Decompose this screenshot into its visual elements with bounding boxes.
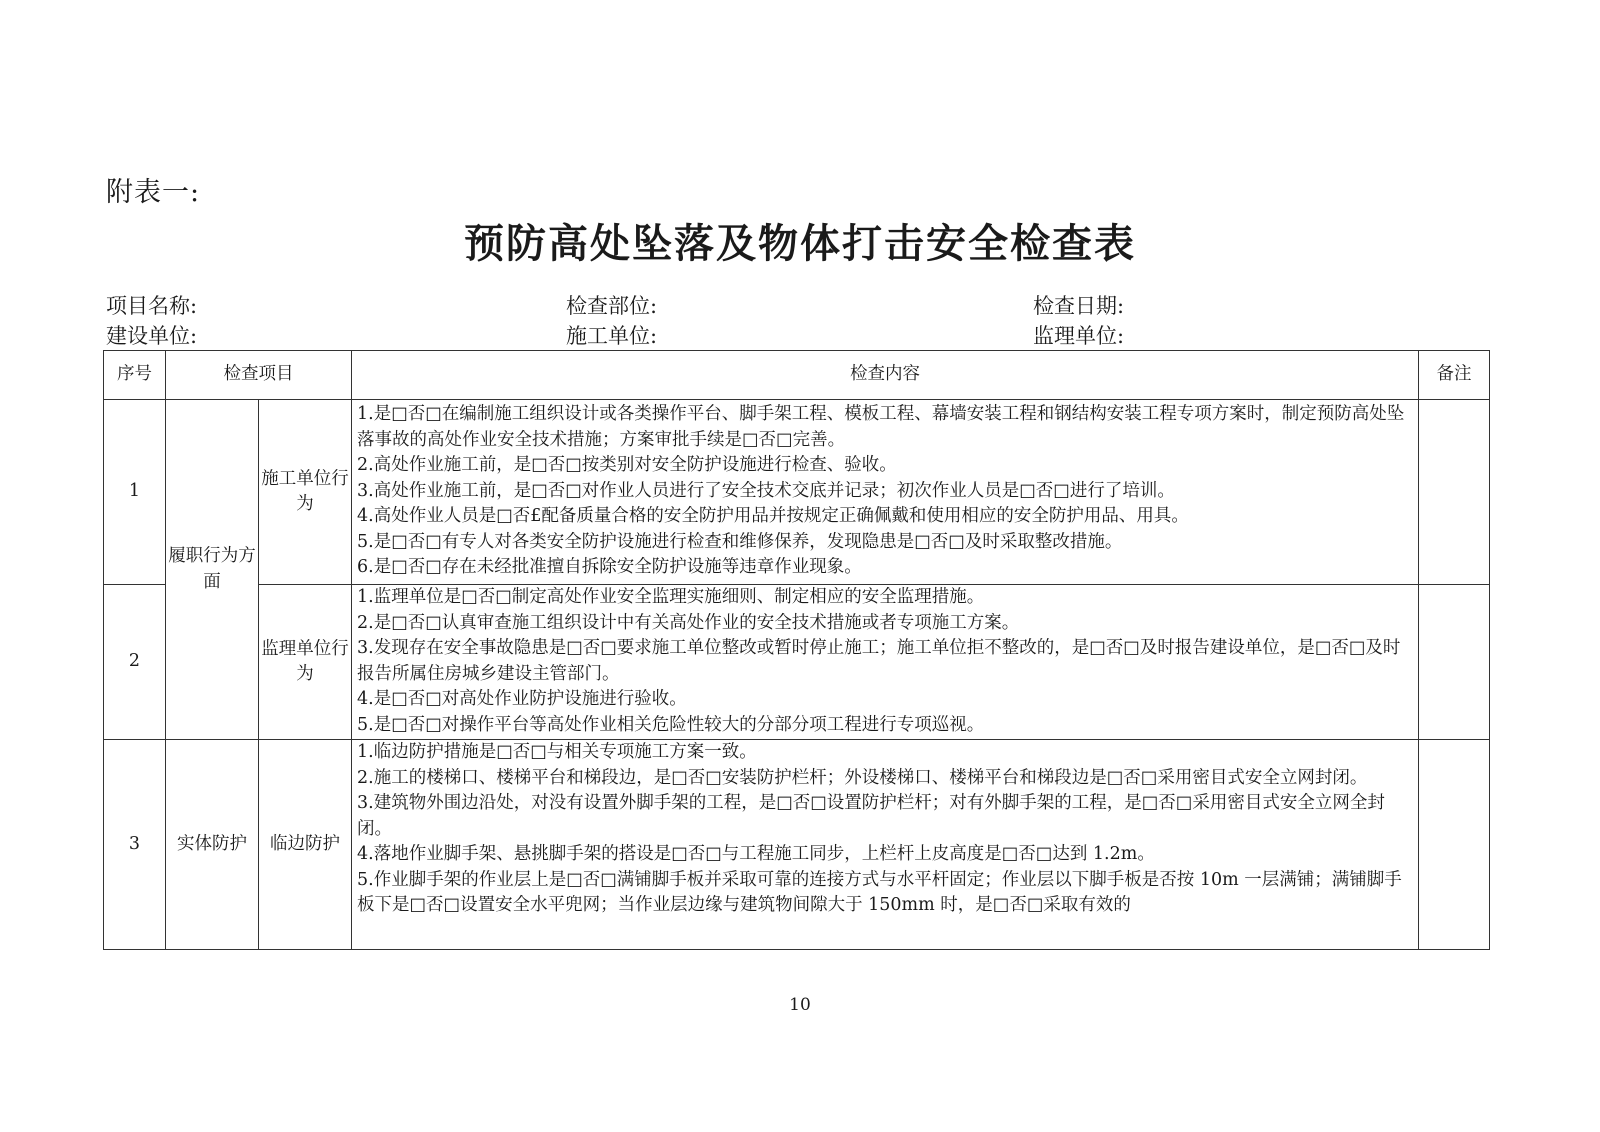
group-label: 实体防护 <box>166 740 259 950</box>
content-line: 3.发现存在安全事故隐患是□否□要求施工单位整改或暂时停止施工；施工单位拒不整改的，是□否□及时报告建设单位，是□否□及时报告所属住房城乡建设主管部门。 <box>357 638 1401 684</box>
row-number: 3 <box>104 740 166 950</box>
inspection-date-label: 检查日期: <box>1033 294 1125 318</box>
table-row <box>104 740 1490 950</box>
table-row <box>104 585 1490 740</box>
remarks-cell <box>1419 585 1490 740</box>
content-cell <box>352 400 1419 585</box>
header-item: 检查项目 <box>166 351 352 400</box>
content-line: 2.是□否□认真审查施工组织设计中有关高处作业的安全技术措施或者专项施工方案。 <box>357 612 1020 633</box>
page-number: 10 <box>789 995 811 1015</box>
group-label: 履职行为方面 <box>166 400 259 740</box>
content-line: 4.高处作业人员是□否£配备质量合格的安全防护用品并按规定正确佩戴和使用相应的安全防护用品、用具。 <box>357 506 1189 526</box>
content-line: 2.施工的楼梯口、楼梯平台和梯段边，是□否□安装防护栏杆；外设楼梯口、楼梯平台和梯段边是□否□采用密目式安全立网封闭。 <box>357 767 1368 788</box>
content-line: 4.是□否□对高处作业防护设施进行验收。 <box>357 689 687 709</box>
content-line: 5.作业脚手架的作业层上是□否□满铺脚手板并采取可靠的连接方式与水平杆固定；作业层以下脚手板是否按 10m 一层满铺；满铺脚手板下是□否□设置安全水平兜网；当作业层边缘与建筑物间隙大于 150mm 时，是□否□采取有效的 <box>357 869 1402 915</box>
content-line: 2.高处作业施工前，是□否□按类别对安全防护设施进行检查、验收。 <box>357 455 897 475</box>
content-line: 1.是□否□在编制施工组织设计或各类操作平台、脚手架工程、模板工程、幕墙安装工程和钢结构安装工程专项方案时，制定预防高处坠落事故的高处作业安全技术措施；方案审批手续是□否□完善。 <box>357 404 1405 450</box>
table-header-row <box>104 351 1490 400</box>
subitem-label: 临边防护 <box>259 740 352 950</box>
remarks-cell <box>1419 740 1490 950</box>
content-line: 5.是□否□有专人对各类安全防护设施进行检查和维修保养，发现隐患是□否□及时采取整改措施。 <box>357 531 1123 552</box>
content-cell <box>352 740 1419 950</box>
page-title: 预防高处坠落及物体打击安全检查表 <box>464 221 1136 267</box>
inspection-location-label: 检查部位: <box>566 294 658 318</box>
subitem-label: 施工单位行为 <box>259 400 352 585</box>
row-number: 1 <box>104 400 166 585</box>
header-no: 序号 <box>104 351 166 400</box>
supervision-unit-label: 监理单位: <box>1033 324 1125 348</box>
table-row <box>104 400 1490 585</box>
header-remarks: 备注 <box>1419 351 1490 400</box>
content-cell <box>352 585 1419 740</box>
inspection-table <box>103 350 1490 950</box>
content-line: 3.高处作业施工前，是□否□对作业人员进行了安全技术交底并记录；初次作业人员是□否□进行了培训。 <box>357 480 1175 501</box>
construction-unit-label: 施工单位: <box>566 324 658 348</box>
content-line: 3.建筑物外围边沿处，对没有设置外脚手架的工程，是□否□设置防护栏杆；对有外脚手架的工程，是□否□采用密目式安全立网全封闭。 <box>357 793 1385 839</box>
content-line: 1.监理单位是□否□制定高处作业安全监理实施细则、制定相应的安全监理措施。 <box>357 587 985 607</box>
project-name-label: 项目名称: <box>106 294 198 318</box>
content-line: 5.是□否□对操作平台等高处作业相关危险性较大的分部分项工程进行专项巡视。 <box>357 714 985 735</box>
subitem-label: 监理单位行为 <box>259 585 352 740</box>
annex-label: 附表一: <box>106 177 201 208</box>
remarks-cell <box>1419 400 1490 585</box>
header-content: 检查内容 <box>352 351 1419 400</box>
row-number: 2 <box>104 585 166 740</box>
content-line: 6.是□否□存在未经批准擅自拆除安全防护设施等违章作业现象。 <box>357 557 862 577</box>
construction-owner-label: 建设单位: <box>106 324 198 348</box>
content-line: 4.落地作业脚手架、悬挑脚手架的搭设是□否□与工程施工同步，上栏杆上皮高度是□否□达到 1.2m。 <box>357 844 1155 864</box>
content-line: 1.临边防护措施是□否□与相关专项施工方案一致。 <box>357 742 757 762</box>
